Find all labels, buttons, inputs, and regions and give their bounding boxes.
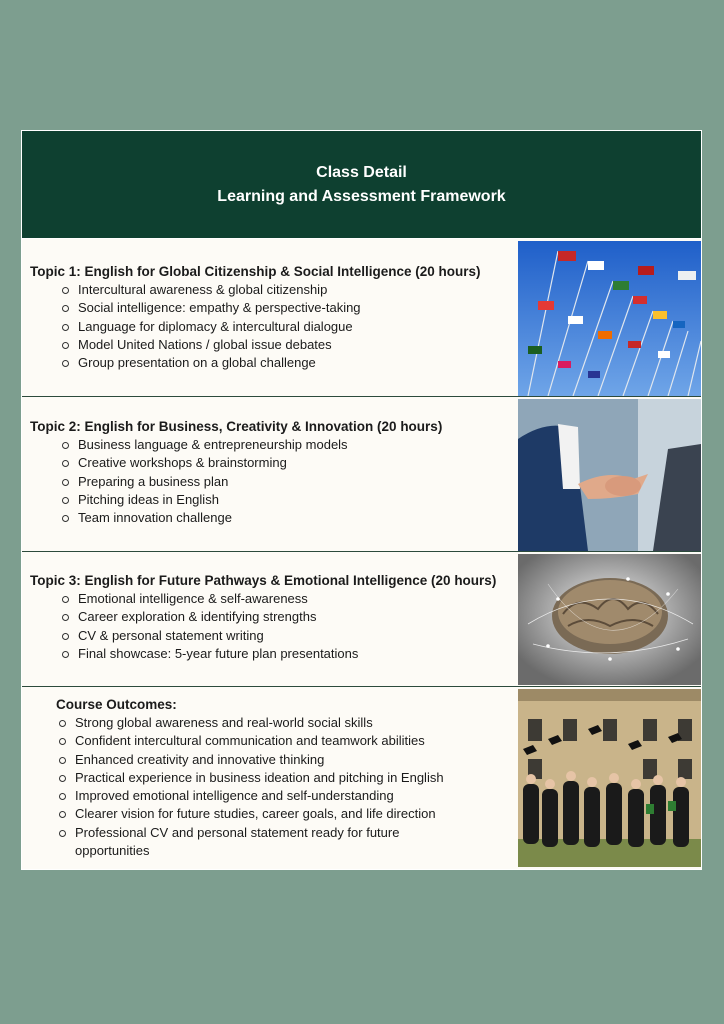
list-item: Business language & entrepreneurship models bbox=[30, 436, 516, 454]
card-header bbox=[22, 131, 701, 239]
topic-3-list bbox=[30, 590, 516, 663]
list-item: Clearer vision for future studies, career goals, and life direction bbox=[30, 805, 516, 823]
list-item: Model United Nations / global issue debates bbox=[30, 336, 516, 354]
list-item: Pitching ideas in English bbox=[30, 491, 516, 509]
graduation-photo bbox=[518, 689, 701, 867]
topic-2-list bbox=[30, 436, 516, 527]
list-item: Strong global awareness and real-world social skills bbox=[30, 714, 516, 732]
header-title: Class Detail bbox=[316, 163, 407, 181]
outcomes-list bbox=[30, 714, 516, 860]
list-item: Team innovation challenge bbox=[30, 509, 516, 527]
list-item: Emotional intelligence & self-awareness bbox=[30, 590, 516, 608]
list-item: Improved emotional intelligence and self-understanding bbox=[30, 787, 516, 805]
list-item: Preparing a business plan bbox=[30, 473, 516, 491]
list-item: Social intelligence: empathy & perspective-taking bbox=[30, 299, 516, 317]
list-item: Language for diplomacy & intercultural dialogue bbox=[30, 318, 516, 336]
outcomes-title: Course Outcomes: bbox=[56, 697, 177, 712]
topic-1-list bbox=[30, 281, 516, 372]
list-item: Group presentation on a global challenge bbox=[30, 354, 516, 372]
topic-1-section bbox=[22, 239, 701, 397]
topic-2-section bbox=[22, 397, 701, 552]
list-item: Intercultural awareness & global citizenship bbox=[30, 281, 516, 299]
list-item: Creative workshops & brainstorming bbox=[30, 454, 516, 472]
topic-3-section bbox=[22, 552, 701, 687]
list-item: Professional CV and personal statement ready for future opportunities bbox=[30, 824, 516, 861]
list-item: Enhanced creativity and innovative thinking bbox=[30, 751, 516, 769]
course-outcomes-section bbox=[22, 687, 701, 869]
list-item: Career exploration & identifying strengths bbox=[30, 608, 516, 626]
topic-1-title: Topic 1: English for Global Citizenship & Social Intelligence (20 hours) bbox=[30, 264, 481, 279]
list-item: Confident intercultural communication and teamwork abilities bbox=[30, 732, 516, 750]
topic-2-title: Topic 2: English for Business, Creativity & Innovation (20 hours) bbox=[30, 419, 443, 434]
framework-card bbox=[21, 130, 702, 870]
handshake-photo bbox=[518, 399, 701, 551]
topic-3-title: Topic 3: English for Future Pathways & Emotional Intelligence (20 hours) bbox=[30, 573, 497, 588]
brain-photo bbox=[518, 554, 701, 685]
list-item: Practical experience in business ideation and pitching in English bbox=[30, 769, 516, 787]
list-item: Final showcase: 5-year future plan presentations bbox=[30, 645, 516, 663]
list-item: CV & personal statement writing bbox=[30, 627, 516, 645]
flags-photo bbox=[518, 241, 701, 396]
header-subtitle: Learning and Assessment Framework bbox=[217, 187, 506, 205]
